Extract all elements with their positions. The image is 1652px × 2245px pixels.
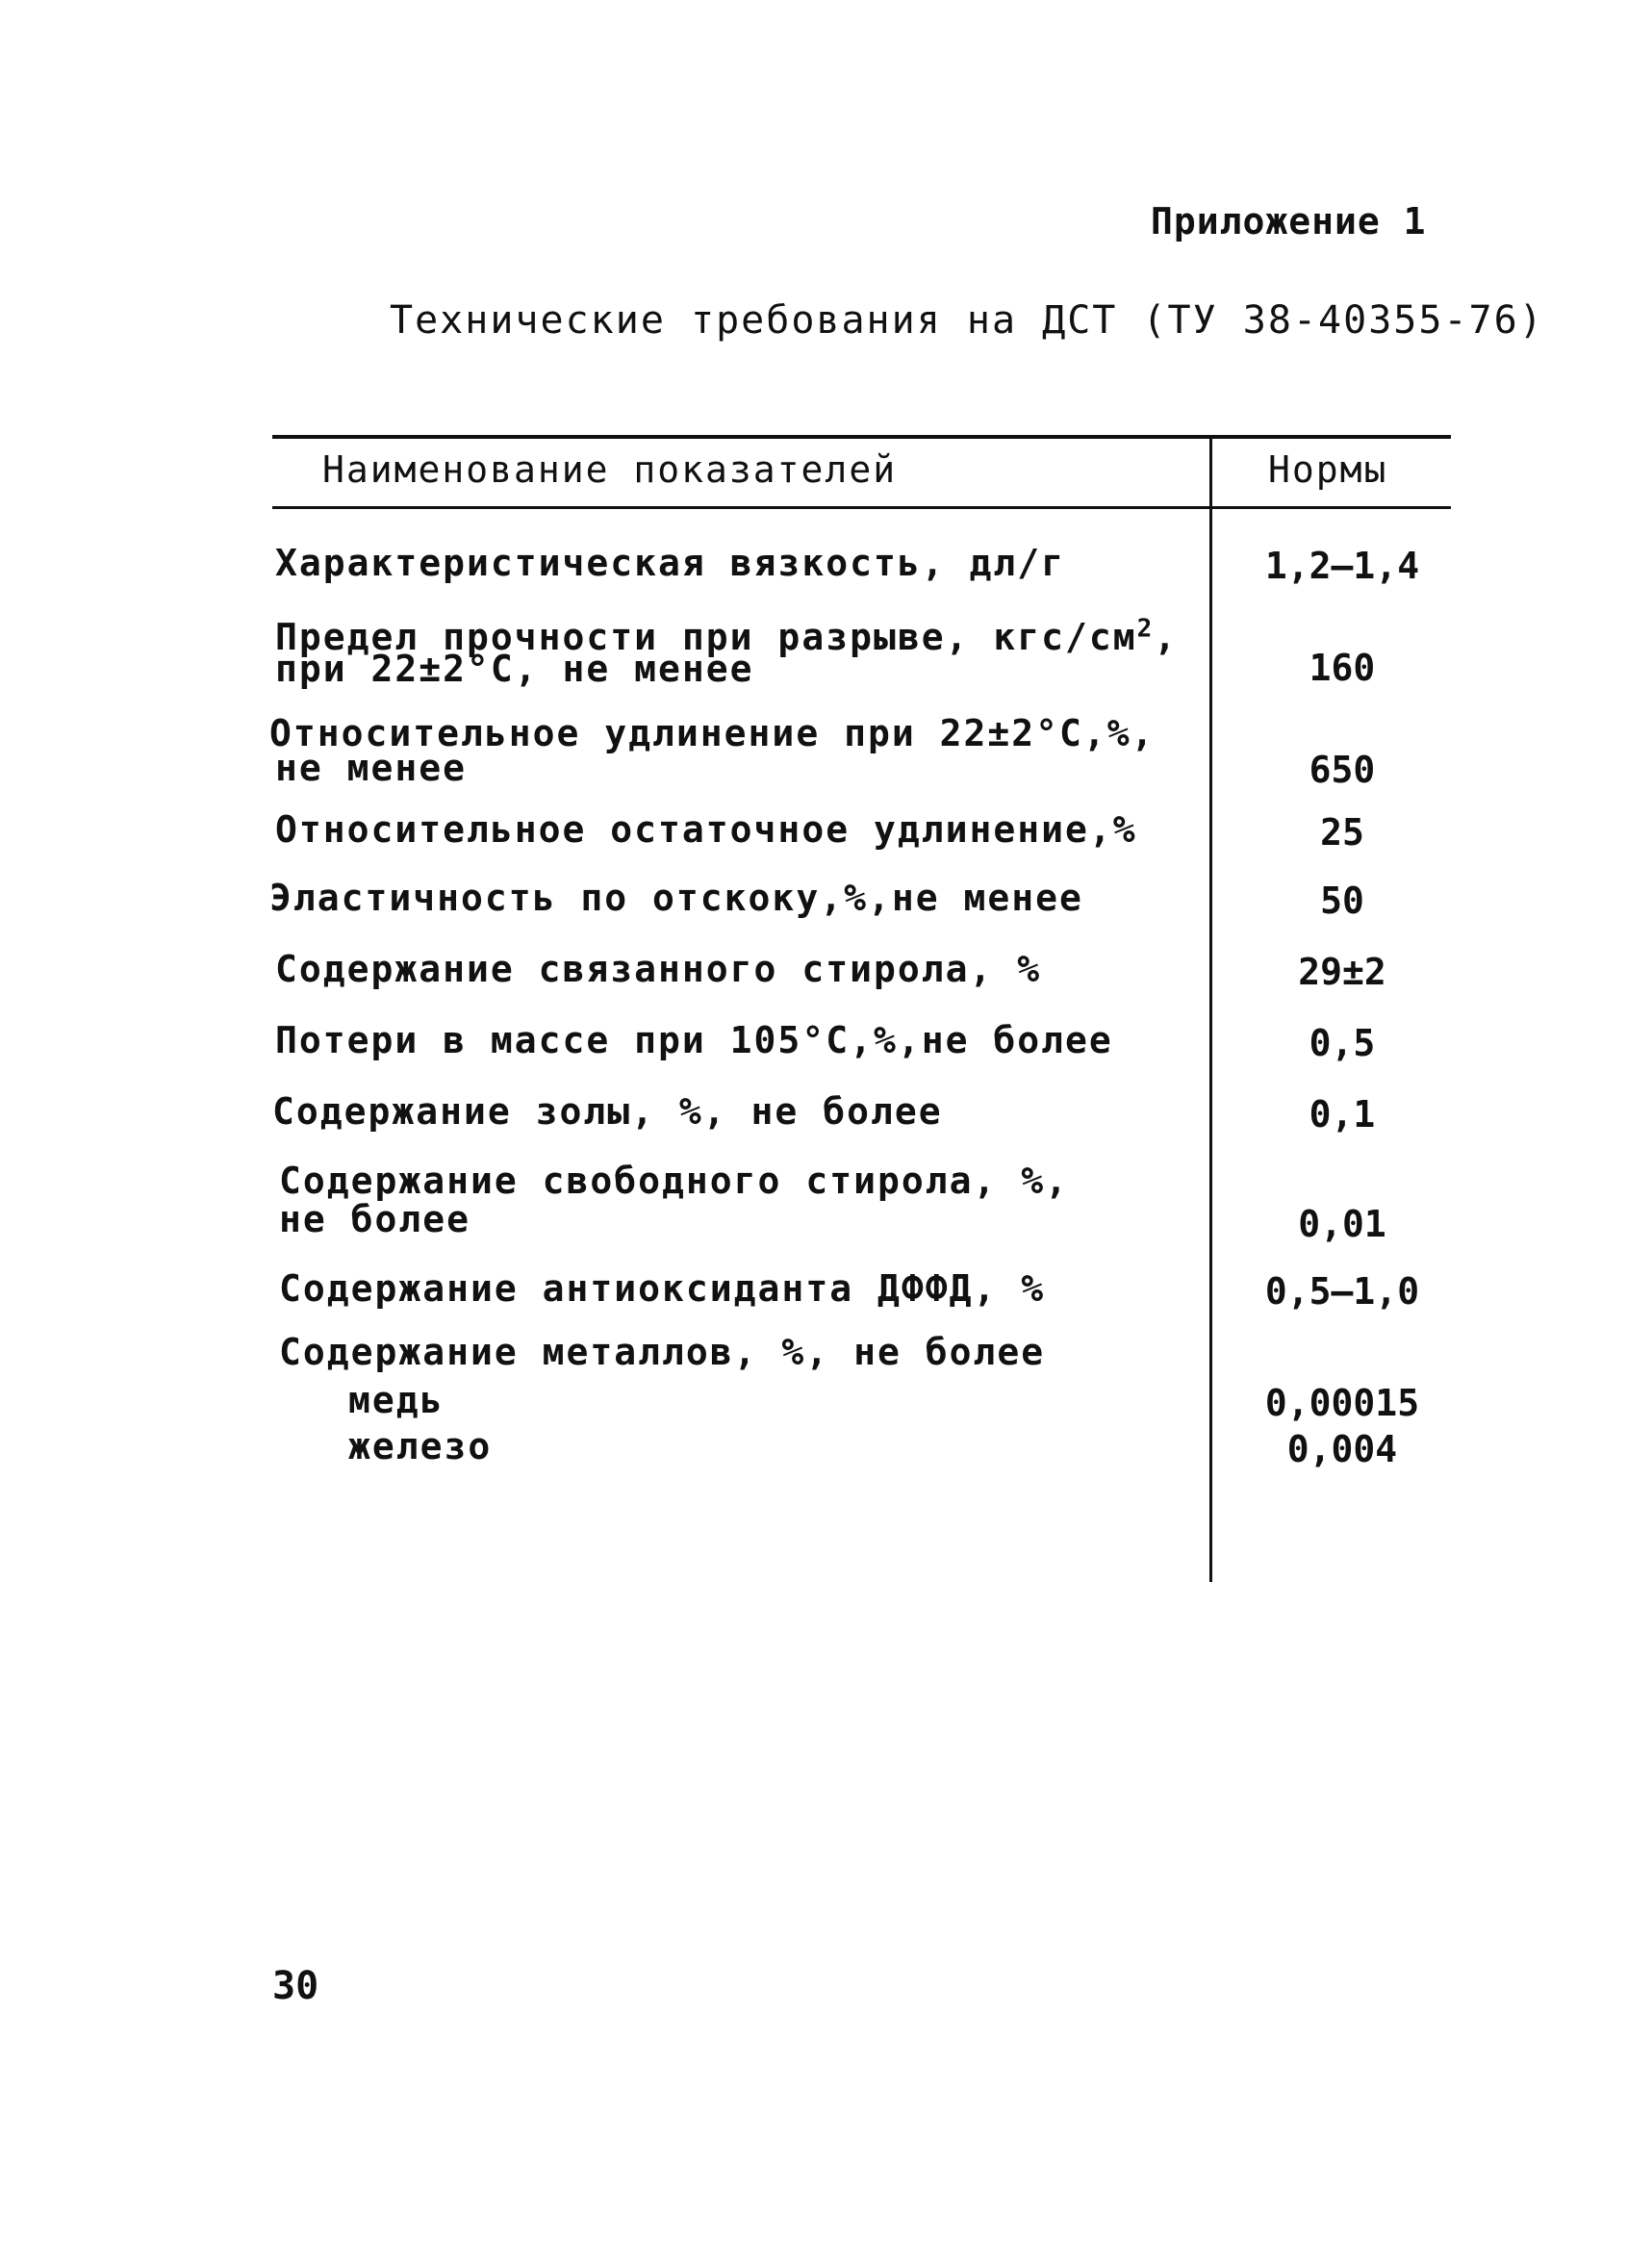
table-subrow-value: 0,004 — [1286, 1428, 1398, 1470]
table-subrow-name: медь — [348, 1379, 445, 1421]
document-title: Технические требования на ДСТ (ТУ 38-40355-76) — [390, 298, 1544, 343]
row-name-line1-end: , — [1154, 616, 1179, 658]
appendix-label: Приложение 1 — [1151, 200, 1427, 242]
table-row-name: Относительное остаточное удлинение,% — [275, 808, 1137, 851]
table-row-name: Относительное удлинение при 22±2°С,%, — [269, 712, 1156, 754]
table-row-name: Характеристическая вязкость, дл/г — [275, 542, 1065, 584]
table-row-value: 650 — [1309, 749, 1376, 791]
table-row-name-cont: не менее — [275, 747, 468, 789]
table-row-value: 0,01 — [1298, 1203, 1386, 1245]
table-row-name: Содержание свободного стирола, %, — [279, 1160, 1069, 1202]
table-row-value: 160 — [1309, 647, 1376, 689]
table-row-value: 0,1 — [1309, 1093, 1376, 1135]
table-row-value: 0,5–1,0 — [1264, 1270, 1420, 1313]
column-header-name: Наименование показателей — [322, 448, 898, 491]
table-subrow-name: железо — [348, 1425, 493, 1467]
table-row-name: Содержание связанного стирола, % — [275, 948, 1042, 990]
column-header-norms: Нормы — [1268, 448, 1388, 491]
row-name-line1: Предел прочности при разрыве, кгс/см — [275, 616, 1137, 658]
table-subrow-value: 0,00015 — [1264, 1382, 1420, 1424]
table-row-name: Содержание антиоксиданта ДФФД, % — [279, 1267, 1046, 1310]
table-row-value: 1,2–1,4 — [1264, 545, 1420, 587]
table-row-name: Содержание золы, %, не более — [272, 1090, 943, 1133]
table-row-value: 0,5 — [1309, 1022, 1376, 1064]
superscript: 2 — [1136, 614, 1155, 644]
table-row-value: 29±2 — [1298, 951, 1386, 993]
table-row-value: 25 — [1320, 811, 1364, 854]
table-row-name: Эластичность по отскоку,%,не менее — [269, 877, 1083, 919]
page-number: 30 — [272, 1964, 319, 2008]
table-row-name: Содержание металлов, %, не более — [279, 1331, 1046, 1373]
table-row-value: 50 — [1320, 880, 1364, 922]
table-row-name-cont: при 22±2°С, не менее — [275, 648, 754, 690]
table-header-rule — [272, 506, 1451, 509]
table-row-name: Потери в массе при 105°С,%,не более — [275, 1019, 1113, 1061]
table-row-name-cont: не более — [279, 1198, 471, 1240]
table-top-rule — [272, 435, 1451, 439]
